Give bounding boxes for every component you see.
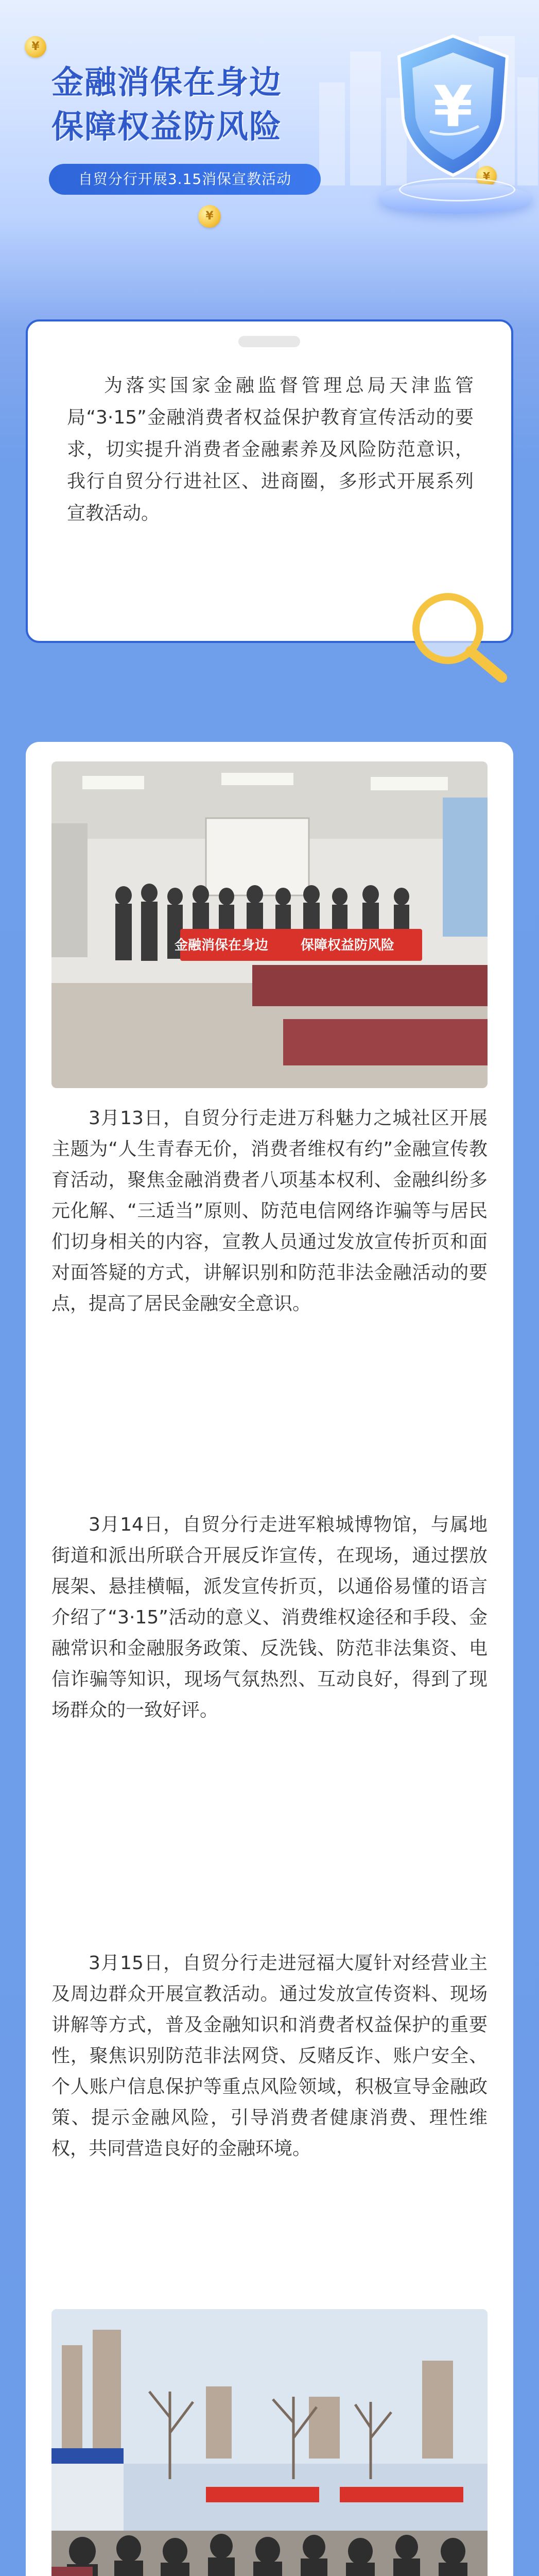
page-title-line1: 金融消保在身边 [51, 63, 283, 101]
shield-symbol: ¥ [433, 74, 473, 140]
subtitle-badge: 自贸分行开展3.15消保宣教活动 [49, 164, 321, 195]
article-paragraph: 3月15日，自贸分行走进冠福大厦针对经营业主及周边群众开展宣教活动。通过发放宣传资料、现场讲解等方式，普及金融知识和消费者权益保护的重要性，聚焦识别防范非法网贷、反赌反诈、账户安全、个人账户信息保护等重点风险领域，积极宣导金融政策、提示金融风险，引导消费者健康消费、理性维权，共同营造良好的金融环境。 [51, 1953, 488, 2159]
photo-banner-text-left: 金融消保在身边 [174, 938, 269, 953]
coin-icon: ¥ [476, 166, 497, 187]
shield-icon [368, 21, 538, 196]
event-photo-outdoor-image [51, 2309, 488, 2576]
photo-banner-text-right: 保障权益防风险 [300, 938, 395, 953]
event-photo-community [51, 761, 488, 1088]
intro-card-tab-decoration [238, 336, 300, 347]
coin-icon: ¥ [25, 36, 46, 58]
article-paragraph: 3月13日，自贸分行走进万科魅力之城社区开展主题为“人生青春无价，消费者维权有约”金融宣传教育活动，聚焦金融消费者八项基本权利、金融纠纷多元化解、“三适当”原则、防范电信网络诈骗等与居民们切身相关的内容，宣教人员通过发放宣传折页和面对面答疑的方式，讲解识别和防范非法金融活动的要点，提高了居民金融安全意识。 [51, 1108, 488, 1314]
event-photo-community-image [51, 761, 488, 1088]
coin-icon: ¥ [198, 205, 221, 228]
header [0, 0, 539, 289]
intro-text: 为落实国家金融监督管理总局天津监管局“3·15”金融消费者权益保护教育宣传活动的要求，切实提升消费者金融素养及风险防范意识，我行自贸分行进社区、进商圈，多形式开展系列宣教活动。 [67, 375, 474, 524]
event-photo-outdoor [51, 2309, 488, 2576]
magnifier-icon [407, 587, 515, 685]
page-title-line2: 保障权益防风险 [51, 108, 283, 145]
article-paragraph: 3月14日，自贸分行走进军粮城博物馆，与属地街道和派出所联合开展反诈宣传，在现场，通过摆放展架、悬挂横幅，派发宣传折页，以通俗易懂的语言介绍了“3·15”活动的意义、消费维权途径和手段、金融常识和金融服务政策、反洗钱、防范非法集资、电信诈骗等知识，现场气氛热烈、互动良好，得到了现场群众的一致好评。 [51, 1514, 488, 1721]
